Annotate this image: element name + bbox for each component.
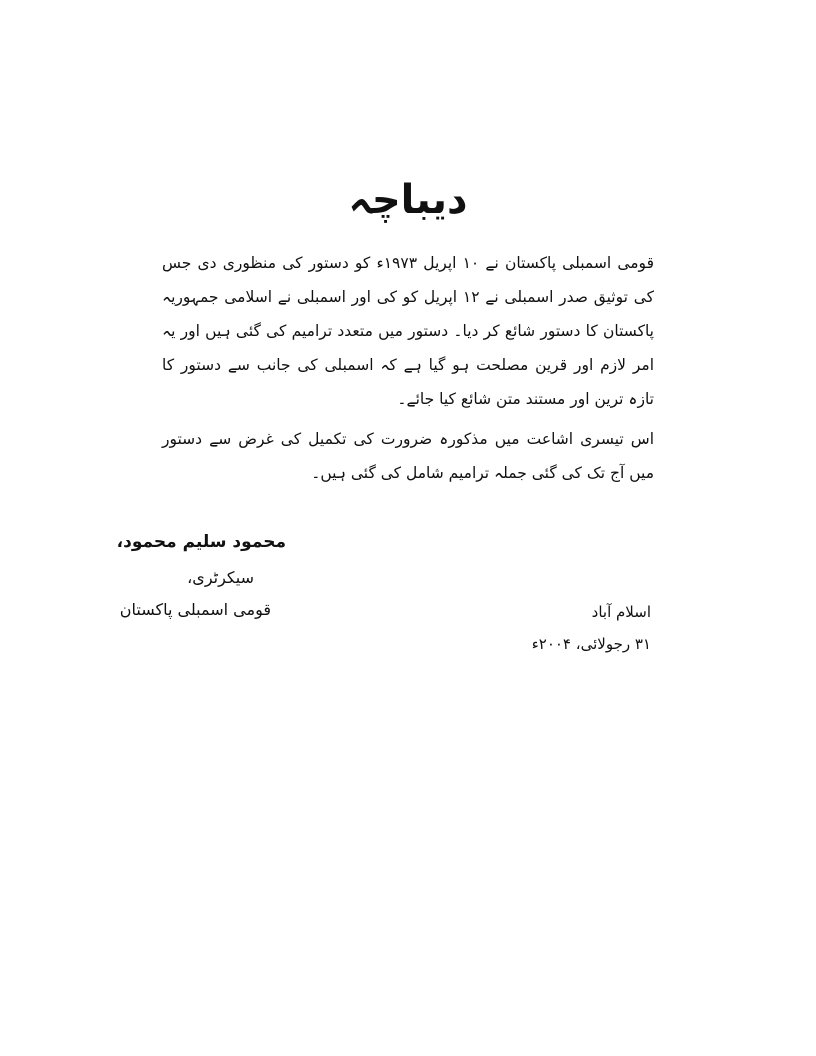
signatory-organization: قومی اسمبلی پاکستان (119, 600, 271, 619)
preface-paragraph-1: قومی اسمبلی پاکستان نے ۱۰ اپریل ۱۹۷۳ء کو دستور کی منظوری دی جس کی توثیق صدر اسمبلی نے ۱۲ اپریل کو کی اور اسمبلی نے اسلامی جمہوریہ پاکستان کا دستور شائع کر دیا۔ دستور میں متعدد ترامیم کی گئی ہیں اور یہ امر لازم اور قرین مصلحت ہو گیا ہے کہ اسمبلی کی جانب سے دستور کا تازہ ترین اور مستند متن شائع کیا جائے۔ (162, 254, 654, 408)
preface-paragraph-2: اس تیسری اشاعت میں مذکورہ ضرورت کی تکمیل کی غرض سے دستور میں آج تک کی گئی جملہ ترامیم شامل کی گئی ہیں۔ (162, 430, 654, 482)
signatory-name: محمود سلیم محمود، (116, 532, 286, 552)
signatory-title: سیکرٹری، (187, 568, 254, 587)
page-title: دیباچہ (348, 177, 468, 223)
issue-date: ۳۱ رجولائی، ۲۰۰۴ء (531, 635, 651, 653)
issue-place: اسلام آباد (591, 603, 651, 621)
preface-body (162, 246, 654, 490)
